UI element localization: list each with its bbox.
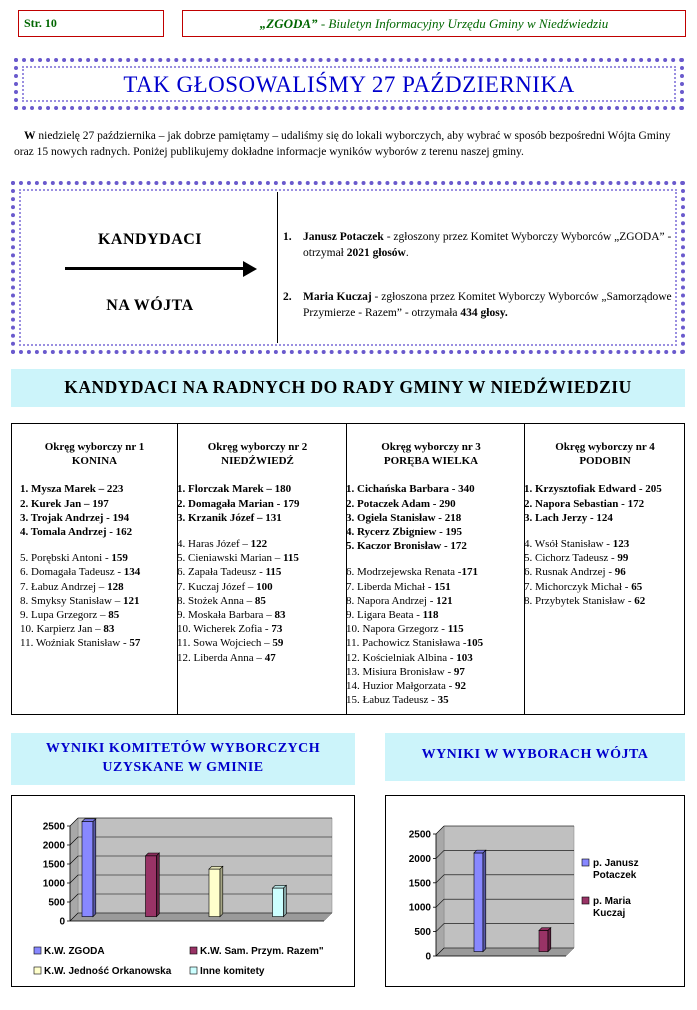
candidate-row [346,594,524,608]
council-candidates-title: KANDYDACI NA RADNYCH DO RADY GMINY W NIEDŹWIEDZIU [11,369,685,407]
candidate-row [177,537,346,551]
bulletin-header [182,10,686,37]
district-header [169,440,346,468]
candidate-row [346,693,524,707]
candidate-number: 1. [283,231,292,243]
candidate-number: 2. [283,291,292,303]
candidate-name: 5. Cichorz Tadeusz - [524,552,618,565]
candidate-name: 6. Rusnak Andrzej - [524,566,615,579]
candidate-name: 15. Łabuz Tadeusz - [346,694,438,707]
candidate-votes: 118 [422,609,439,622]
y-tick-label: 2000 [408,853,431,865]
bar-side [93,819,96,917]
y-tick-label: 0 [59,916,65,928]
candidate-row [346,565,524,579]
candidate-name: 8. Smyksy Stanisław – [20,594,123,607]
plot-floor [436,948,574,956]
candidate-votes: 59 [272,637,284,650]
mayor-chart-svg [386,796,684,986]
candidate-row [20,551,177,565]
candidate-desc: - zgłoszona przez Komitet Wyborczy Wyborców „Samorządowe Przymierze - Razem” - otrzymała [303,291,672,319]
candidate-row [177,594,346,608]
candidate-votes: 83 [274,609,286,622]
candidate-name: 8. Stożek Anna – [177,594,255,607]
district-town: PODOBIN [579,455,631,468]
candidate-desc-end: . [405,247,409,259]
candidate-name: 7. Łabuz Andrzej – [20,580,108,593]
elected-candidate: 1. Mysza Marek – 223 [20,483,124,496]
candidate-votes: 115 [447,623,464,636]
candidate-votes: 97 [453,665,465,678]
candidate-row [346,636,524,650]
candidate-row [524,594,694,608]
mayor-chart [385,795,685,987]
elected-candidate: 2. Domagała Marian - 179 [177,497,300,510]
candidate-votes: 105 [466,637,484,650]
legend-swatch [190,947,197,954]
elected-candidate: 3. Trojak Andrzej - 194 [20,511,130,524]
candidate-row [177,651,346,665]
candidate-votes: 434 głosy. [460,307,508,319]
candidate-name: 10. Napora Grzegorz - [346,623,448,636]
legend-label: p. Janusz [593,858,639,869]
candidate-row [20,580,177,594]
district-column [12,424,178,714]
candidate-name: 11. Pachowicz Stanisława - [346,637,467,650]
elected-candidate: 2. Potaczek Adam - 290 [346,497,456,510]
y-tick-label: 2000 [42,840,65,852]
legend-label: Potaczek [593,870,637,881]
y-tick-label: 1000 [408,902,431,914]
candidate-votes: 85 [108,609,120,622]
candidate-votes: 35 [437,694,449,707]
candidate-row [20,608,177,622]
plot-wall [444,826,574,948]
legend-label: K.W. Jedność Orkanowska [44,966,172,977]
candidate-row [20,594,177,608]
candidate-name: 4. Wsół Stanisław - [524,538,613,551]
candidate-name: 13. Misiura Bronisław - [346,665,454,678]
candidate-name: 9. Ligara Beata - [346,609,423,622]
candidate-name: Janusz Potaczek [303,231,384,243]
district-town: KONINA [71,455,118,468]
district-name: Okręg wyborczy nr 2 [207,441,308,453]
plot-floor [70,913,332,921]
districts-table [11,423,685,715]
candidate-name: 14. Huzior Małgorzata - [346,680,456,693]
elected-candidate: 3. Krzanik Józef – 131 [177,511,282,524]
candidate-votes: 151 [434,580,451,593]
arrow-head-icon [243,261,257,277]
candidate-votes: 99 [617,552,629,565]
elected-candidate: 4. Tomala Andrzej - 162 [20,526,133,539]
plot-side-wall [436,826,444,956]
bar-side [483,850,486,951]
intro-lead: W [24,130,36,142]
candidate-row [20,565,177,579]
candidate-votes: 85 [254,594,266,607]
district-column [338,424,525,714]
page-title: TAK GŁOSOWALIŚMY 27 PAŹDZIERNIKA [123,72,575,97]
arrow-right-icon [65,267,245,270]
candidate-name: 6. Modrzejewska Renata - [346,566,462,579]
district-column [169,424,347,714]
candidates-label-top: KANDYDACI [97,231,203,248]
district-name: Okręg wyborczy nr 4 [555,441,655,453]
district-header [338,440,524,468]
bulletin-name: „ZGODA” [259,16,318,31]
y-tick-label: 2500 [408,829,431,841]
candidate-votes: 100 [256,580,273,593]
candidate-row [346,622,524,636]
bulletin-subtitle: - Biuletyn Informacyjny Urzędu Gminy w Niedźwiedziu [317,16,609,31]
y-tick-label: 1000 [42,878,65,890]
candidate-votes: 121 [122,594,140,607]
legend-label: Kuczaj [593,908,626,919]
plot-side-wall [70,818,78,921]
y-tick-label: 0 [425,951,431,963]
candidate-votes: 62 [634,594,646,607]
candidate-desc: - zgłoszony przez Komitet Wyborczy Wyborców „ZGODA” - otrzymał [303,231,672,259]
district-town: PORĘBA WIELKA [383,455,479,468]
committees-chart [11,795,355,987]
candidate-row [20,636,177,650]
committees-title-line2: UZYSKANE W GMINIE [102,760,264,775]
candidate-votes: 83 [103,623,115,636]
district-column [516,424,694,714]
district-name: Okręg wyborczy nr 1 [44,441,145,453]
district-town: NIEDŹWIEDŹ [221,455,294,468]
legend-label: K.W. Sam. Przym. Razem" [200,946,324,957]
y-tick-label: 2500 [42,821,65,833]
candidate-name: 8. Napora Andrzej - [346,594,437,607]
bar [539,930,548,951]
candidate-votes: 103 [456,651,473,664]
candidate-votes: 123 [612,538,630,551]
legend-swatch [34,967,41,974]
candidate-name: 5. Porębski Antoni - [20,552,112,565]
legend-swatch [582,859,589,866]
candidate-row [177,608,346,622]
district-header [516,440,694,468]
intro-text: niedzielę 27 października – jak dobrze pamiętamy – udaliśmy się do lokali wyborczych, aby wybrać w sposób bezpośredni Wójta Gminy oraz 15 nowych radnych. Poniżej publikujemy dokładne informacje wyników wyborów z terenu naszej gminy. [14,130,671,158]
committees-chart-svg [12,796,354,986]
candidate-votes: 65 [631,580,643,593]
candidate-name: 10. Karpierz Jan – [20,623,104,636]
committees-title-line1: WYNIKI KOMITETÓW WYBORCZYCH [45,741,321,756]
candidate-row [177,551,346,565]
bar-side [157,853,160,917]
elected-candidate: 4. Rycerz Zbigniew - 195 [346,526,463,539]
district-header [12,440,177,468]
candidate-votes: 134 [123,566,141,579]
candidate-name: 9. Moskała Barbara – [177,609,275,622]
candidate-votes: 122 [250,538,268,551]
elected-candidate: 1. Krzysztofiak Edward - 205 [524,483,662,496]
elected-candidate: 2. Napora Sebastian - 172 [524,497,645,510]
candidate-votes: 57 [129,637,141,650]
candidate-row [20,622,177,636]
candidate-votes: 73 [271,623,283,636]
legend-swatch [582,897,589,904]
candidate-votes: 121 [436,594,453,607]
candidate-row [524,565,694,579]
candidate-name: 8. Przybytek Stanisław - [524,594,635,607]
candidate-name: 10. Wicherek Zofia - [177,623,272,636]
candidate-votes: 92 [455,680,467,693]
candidate-name: 5. Cieniawski Marian – [177,552,284,565]
candidate-name: 7. Liberda Michał - [346,580,435,593]
candidate-item [283,229,683,261]
candidate-row [524,580,694,594]
y-tick-label: 500 [48,897,65,909]
elected-candidate: 3. Ogiela Stanisław - 218 [346,511,462,524]
candidate-row [177,565,346,579]
elected-candidate: 5. Kaczor Bronisław - 172 [346,540,467,553]
bar-side [548,928,551,952]
candidate-name: 11. Woźniak Stanisław - [20,637,130,650]
candidate-row [346,679,524,693]
candidate-name: Maria Kuczaj [303,291,372,303]
bar [146,856,157,917]
elected-candidate: 1. Florczak Marek – 180 [177,483,292,496]
candidate-name: 4. Haras Józef – [177,538,251,551]
legend-label: K.W. ZGODA [44,946,105,957]
bar-side [284,885,287,916]
legend-label: p. Maria [593,896,631,907]
candidate-votes: 96 [614,566,626,579]
candidate-row [177,580,346,594]
bar [82,822,93,917]
candidate-name: 12. Liberda Anna – [177,651,265,664]
bar [209,869,220,917]
district-name: Okręg wyborczy nr 3 [381,441,481,453]
candidate-name: 6. Domagała Tadeusz - [20,566,124,579]
committees-results-title [11,733,355,785]
elected-candidate: 1. Cichańska Barbara - 340 [346,483,475,496]
candidate-name: 7. Michorczyk Michał - [524,580,632,593]
elected-candidate: 2. Kurek Jan – 197 [20,497,109,510]
y-tick-label: 1500 [42,859,65,871]
candidate-name: 11. Sowa Wojciech – [177,637,273,650]
legend-swatch [190,967,197,974]
candidate-name: 9. Lupa Grzegorz – [20,609,109,622]
bar [273,888,284,917]
legend-label: Inne komitety [200,966,265,977]
candidate-votes: 128 [107,580,124,593]
page-number: Str. 10 [18,10,164,37]
bar-side [220,866,223,916]
candidate-row [524,551,694,565]
candidate-row [346,580,524,594]
candidate-row [346,651,524,665]
candidate-votes: 115 [265,566,282,579]
y-tick-label: 500 [414,927,431,939]
candidate-votes: 159 [111,552,128,565]
plot-wall [78,818,332,913]
candidate-row [524,537,694,551]
legend-swatch [34,947,41,954]
candidate-row [346,608,524,622]
candidate-row [177,636,346,650]
candidate-row [346,665,524,679]
y-tick-label: 1500 [408,878,431,890]
candidate-item [283,289,683,321]
candidate-votes: 47 [264,651,276,664]
candidates-label-bottom: NA WÓJTA [106,297,194,314]
intro-paragraph [14,128,684,160]
candidate-row [177,622,346,636]
candidate-votes: 2021 głosów [346,247,406,259]
candidate-name: 12. Kościelniak Albina - [346,651,457,664]
elected-candidate: 3. Lach Jerzy - 124 [524,511,613,524]
mayor-candidates-box [11,181,685,354]
divider [277,192,278,343]
mayor-results-title: WYNIKI W WYBORACH WÓJTA [385,733,685,781]
candidate-votes: 115 [283,552,299,565]
title-banner [14,58,684,110]
candidate-name: 7. Kuczaj Józef – [177,580,257,593]
candidate-votes: 171 [461,566,478,579]
candidate-name: 6. Zapała Tadeusz - [177,566,266,579]
bar [474,853,483,952]
